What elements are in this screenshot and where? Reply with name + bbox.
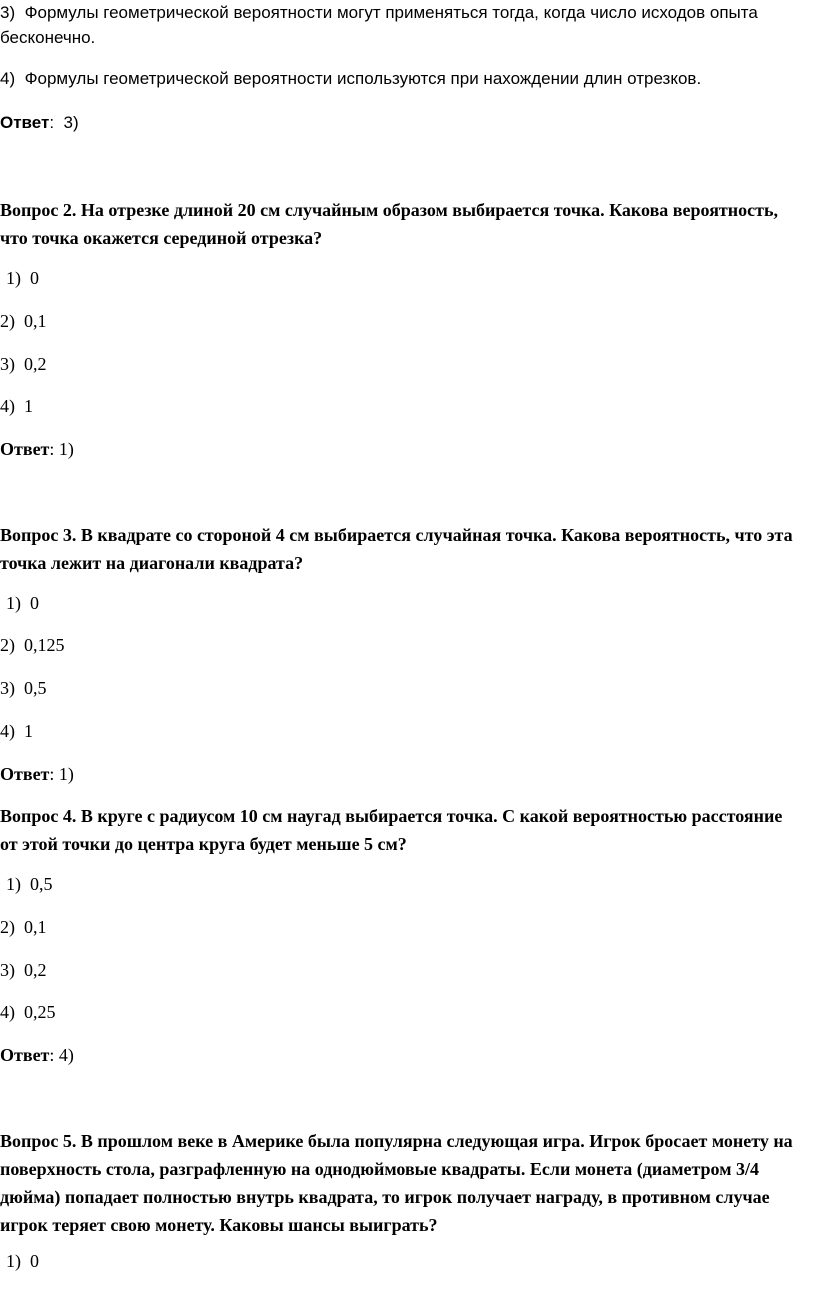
intro-item-number: 3) <box>0 3 16 22</box>
option-number: 2) <box>0 311 15 331</box>
option-number: 3) <box>0 678 15 698</box>
option-number: 1) <box>6 268 21 288</box>
option-number: 4) <box>0 721 15 741</box>
answer-value: 1) <box>58 764 74 784</box>
option-text: 0 <box>30 1251 39 1271</box>
option-number: 4) <box>0 1002 15 1022</box>
option-item <box>0 998 800 1026</box>
option-text: 1 <box>24 721 33 741</box>
option-text: 0,5 <box>30 874 53 894</box>
option-text: 0 <box>30 593 39 613</box>
answer-line: Ответ: 4) <box>0 1045 74 1065</box>
answer-label: Ответ <box>0 1045 50 1065</box>
question-title: Вопрос 2. На отрезке длиной 20 см случайным образом выбирается точка. Какова вероятность, что точка окажется серединой отрезка? <box>0 200 778 248</box>
answer-value: 1) <box>58 439 74 459</box>
question-title: Вопрос 3. В квадрате со стороной 4 см выбирается случайная точка. Какова вероятность, что эта точка лежит на диагонали квадрата? <box>0 525 793 573</box>
option-number: 3) <box>0 960 15 980</box>
option-item <box>0 717 800 745</box>
answer-label: Ответ <box>0 113 50 132</box>
option-text: 0,5 <box>24 678 47 698</box>
answer-line: Ответ: 1) <box>0 439 74 459</box>
answer-label: Ответ <box>0 764 50 784</box>
answer-line: Ответ: 3) <box>0 113 79 132</box>
intro-item-text: Формулы геометрической вероятности могут применяться тогда, когда число исходов опыта бесконечно. <box>0 3 758 47</box>
option-text: 0,2 <box>24 354 47 374</box>
option-item <box>0 307 800 335</box>
intro-item-number: 4) <box>0 69 16 88</box>
option-number: 2) <box>0 635 15 655</box>
option-number: 1) <box>6 593 21 613</box>
option-item <box>0 674 800 702</box>
answer-value: 3) <box>63 113 79 132</box>
option-item <box>6 1247 806 1275</box>
option-item <box>0 631 800 659</box>
option-text: 0,1 <box>24 311 47 331</box>
option-text: 0,2 <box>24 960 47 980</box>
option-text: 0,1 <box>24 917 47 937</box>
answer-value: 4) <box>58 1045 74 1065</box>
intro-item-4 <box>0 66 800 91</box>
option-text: 0,125 <box>24 635 65 655</box>
option-item <box>0 350 800 378</box>
option-number: 3) <box>0 354 15 374</box>
question-title: Вопрос 4. В круге с радиусом 10 см наугад выбирается точка. С какой вероятностью расстояние от этой точки до центра круга будет меньше 5 см? <box>0 806 783 854</box>
option-item <box>6 264 806 292</box>
option-item <box>0 913 800 941</box>
question-title: Вопрос 5. В прошлом веке в Америке была популярна следующая игра. Игрок бросает монету на поверхность стола, разграфленную на однодюймовые квадраты. Если монета (диаметром 3/4 дюйма) попадает полностью внутрь квадрата, то игрок получает награду, в противном случае игрок теряет свою монету. Каковы шансы выиграть? <box>0 1131 793 1235</box>
option-item <box>0 392 800 420</box>
option-item <box>6 589 806 617</box>
answer-line: Ответ: 1) <box>0 764 74 784</box>
option-number: 2) <box>0 917 15 937</box>
intro-item-3 <box>0 0 800 50</box>
option-text: 1 <box>24 396 33 416</box>
option-number: 1) <box>6 1251 21 1271</box>
option-number: 1) <box>6 874 21 894</box>
option-number: 4) <box>0 396 15 416</box>
intro-item-text: Формулы геометрической вероятности используются при нахождении длин отрезков. <box>24 69 702 88</box>
option-text: 0 <box>30 268 39 288</box>
answer-label: Ответ <box>0 439 50 459</box>
option-text: 0,25 <box>24 1002 56 1022</box>
option-item <box>0 956 800 984</box>
option-item <box>6 870 806 898</box>
